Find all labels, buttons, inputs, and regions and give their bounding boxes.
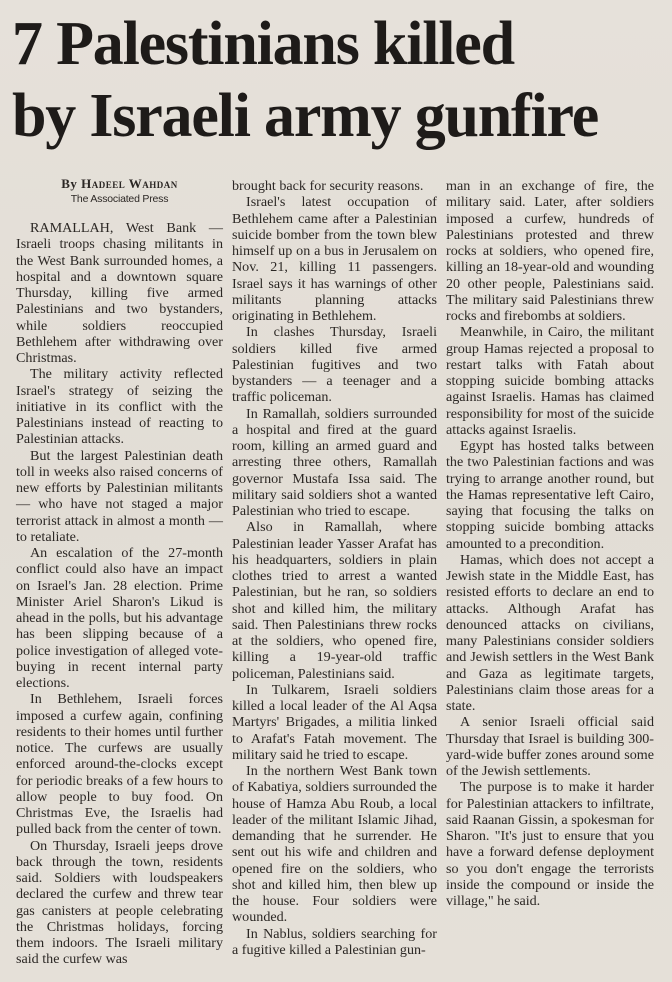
paragraph: In the northern West Bank town of Kabatiya, soldiers surrounded the house of Hamza Abu Roub, a local leader of the militant Islamic Jihad, demanding that he surrender. He sent out his wife and children and opened fire on the soldiers, who shot and killed him, then blew up the house. Four soldiers were wounded. bbox=[232, 763, 437, 926]
byline bbox=[16, 176, 223, 192]
paragraph: Egypt has hosted talks between the two Palestinian factions and was trying to arrange another round, but the Hamas representative left Cairo, saying that focusing the talks on stopping suicide bombing attacks amounted to a precondition. bbox=[446, 438, 654, 552]
article-column-1 bbox=[16, 176, 223, 968]
paragraph: Israel's latest occupation of Bethlehem came after a Palestinian suicide bomber from the town blew himself up on a bus in Jerusalem on Nov. 21, killing 11 passengers. Israel says it has warnings of other militants planning attacks originating in Bethlehem. bbox=[232, 194, 437, 324]
paragraph: Hamas, which does not accept a Jewish state in the Middle East, has resisted efforts to declare an end to attacks. Although Arafat has denounced attacks on civilians, many Palestinians consider soldiers and Jewish settlers in the West Bank and Gaza as legitimate targets, Palestinians claim those areas for a state. bbox=[446, 551, 654, 714]
byline-name: Hadeel Wahdan bbox=[81, 176, 178, 191]
paragraph: RAMALLAH, West Bank — Israeli troops chasing militants in the West Bank surrounded homes, a hospital and a downtown square Thursday, killing five armed Palestinians and two bystanders, while soldiers reoccupied Bethlehem after withdrawing over Christmas. bbox=[16, 220, 223, 366]
paragraph: Meanwhile, in Cairo, the militant group Hamas rejected a proposal to restart talks with Fatah about stopping suicide bombing attacks against Israelis. Hamas has claimed responsibility for most of the suicide attacks against Israelis. bbox=[446, 324, 654, 438]
paragraph: The military activity reflected Israel's strategy of seizing the initiative in its conflict with the Palestinians instead of reacting to Palestinian attacks. bbox=[16, 366, 223, 448]
paragraph: A senior Israeli official said Thursday that Israel is building 300-yard-wide buffer zones around some of the Jewish settlements. bbox=[446, 714, 654, 779]
paragraph: In Bethlehem, Israeli forces imposed a curfew again, confining residents to their homes until further notice. The curfews are usually enforced around-the-clocks except for periodic breaks of a few hours to allow people to buy food. On Christmas Eve, the Israelis had pulled back from the center of town. bbox=[16, 691, 223, 838]
paragraph: In clashes Thursday, Israeli soldiers killed five armed Palestinian fugitives and two bystanders — a teenager and a traffic policeman. bbox=[232, 324, 437, 406]
paragraph: In Ramallah, soldiers surrounded a hospital and fired at the guard room, killing an armed guard and arresting three others, Ramallah governor Mustafa Issa said. The military said soldiers shot a wanted Palestinian who tried to escape. bbox=[232, 405, 437, 519]
headline-line-1: 7 Palestinians killed bbox=[12, 10, 514, 78]
article-column-2 bbox=[232, 178, 437, 958]
paragraph: In Nablus, soldiers searching for a fugitive killed a Palestinian gun- bbox=[232, 925, 437, 958]
paragraph: In Tulkarem, Israeli soldiers killed a local leader of the Al Aqsa Martyrs' Brigades, a militia linked to Arafat's Fatah movement. The military said he tried to escape. bbox=[232, 681, 437, 763]
paragraph: But the largest Palestinian death toll in weeks also raised concerns of new efforts by Palestinian militants — who have not staged a major terrorist attack in almost a month — to retaliate. bbox=[16, 447, 223, 545]
article-column-3 bbox=[446, 178, 654, 909]
paragraph-continued: brought back for security reasons. bbox=[232, 178, 424, 194]
paragraph: An escalation of the 27-month conflict could also have an impact on Israel's Jan. 28 election. Prime Minister Ariel Sharon's Likud is ahead in the polls, but his advantage has been slipping because of a police investigation of alleged vote-buying in recent internal party elections. bbox=[16, 545, 223, 691]
headline-line-2: by Israeli army gunfire bbox=[12, 82, 599, 150]
paragraph-continued: man in an exchange of fire, the military said. Later, after soldiers imposed a curfew, hundreds of Palestinians protested and threw rocks at soldiers, who opened fire, killing an 18-year-old and wounding 20 other people, Palestinians said. The military said Palestinians threw rocks and firebombs at soldiers. bbox=[446, 178, 654, 324]
wire-agency: The Associated Press bbox=[70, 193, 169, 205]
byline-prefix: By bbox=[61, 176, 78, 191]
headline bbox=[12, 8, 662, 152]
paragraph: On Thursday, Israeli jeeps drove back through the town, residents said. Soldiers with loudspeakers declared the curfew and threw tear gas canisters at people celebrating the Christmas holidays, forcing them indoors. The Israeli military said the curfew was bbox=[16, 837, 223, 968]
paragraph: Also in Ramallah, where Palestinian leader Yasser Arafat has his headquarters, soldiers in plain clothes tried to arrest a wanted Palestinian, but he ran, so soldiers shot and killed him, the military said. Then Palestinians threw rocks at the soldiers, who opened fire, killing a 19-year-old traffic policeman, Palestinians said. bbox=[232, 519, 437, 682]
paragraph: The purpose is to make it harder for Palestinian attackers to infiltrate, said Raanan Gissin, a spokesman for Sharon. "It's just to ensure that you have a forward defense deployment so you don't engage the terrorists inside the compound or inside the village," he said. bbox=[446, 779, 654, 909]
